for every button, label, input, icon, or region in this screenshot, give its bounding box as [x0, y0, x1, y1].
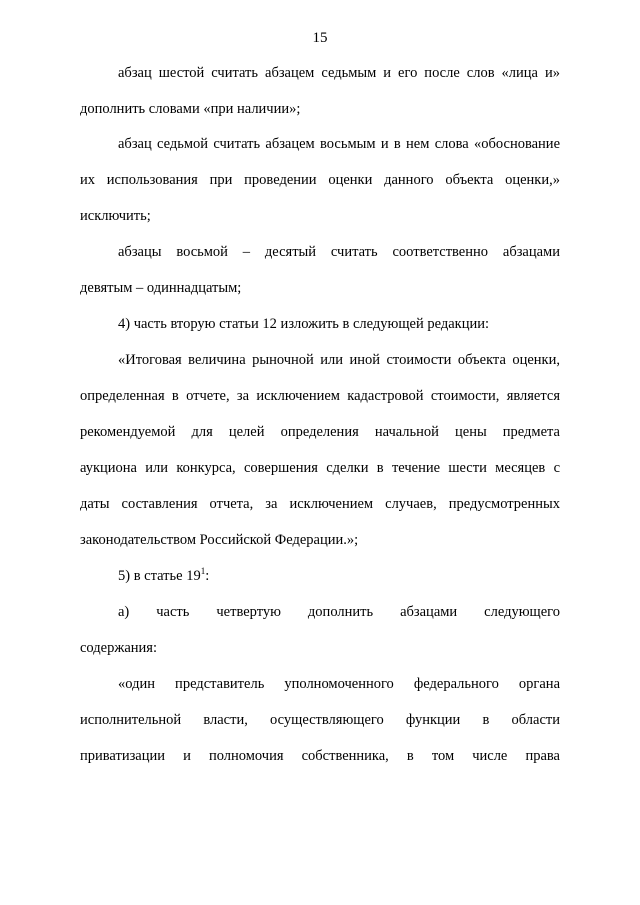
text-line: абзац седьмой считать абзацем восьмым и в нем слова «обоснование	[118, 136, 560, 152]
text-line: а) часть четвертую дополнить абзацами следующего	[118, 604, 560, 620]
text-line: дополнить словами «при наличии»;	[80, 101, 301, 117]
text-line: аукциона или конкурса, совершения сделки в течение шести месяцев с	[80, 460, 560, 476]
text-line: исполнительной власти, осуществляющего функции в области	[80, 712, 560, 728]
text-line	[118, 567, 209, 585]
text-line: приватизации и полномочия собственника, в том числе права	[80, 748, 560, 764]
page-number: 15	[312, 30, 328, 46]
text-line: рекомендуемой для целей определения начальной цены предмета	[80, 424, 560, 440]
superscript: 1	[200, 566, 206, 576]
text-line: их использования при проведении оценки данного объекта оценки,»	[80, 172, 560, 188]
text-line: девятым – одиннадцатым;	[80, 280, 242, 296]
text-line: определенная в отчете, за исключением кадастровой стоимости, является	[80, 388, 560, 404]
text-line: даты составления отчета, за исключением случаев, предусмотренных	[80, 496, 560, 512]
text-line: исключить;	[80, 208, 151, 224]
text-line: «один представитель уполномоченного федерального органа	[118, 676, 560, 692]
text-line: законодательством Российской Федерации.»;	[80, 532, 359, 548]
text-line: абзац шестой считать абзацем седьмым и его после слов «лица и»	[118, 65, 560, 81]
text-fragment: :	[205, 568, 210, 584]
text-line: 4) часть вторую статьи 12 изложить в следующей редакции:	[118, 316, 490, 332]
text-fragment: 5) в статье 19	[118, 568, 201, 584]
text-line: абзацы восьмой – десятый считать соответственно абзацами	[118, 244, 560, 260]
text-line: «Итоговая величина рыночной или иной стоимости объекта оценки,	[118, 352, 560, 368]
text-line: содержания:	[80, 640, 158, 656]
